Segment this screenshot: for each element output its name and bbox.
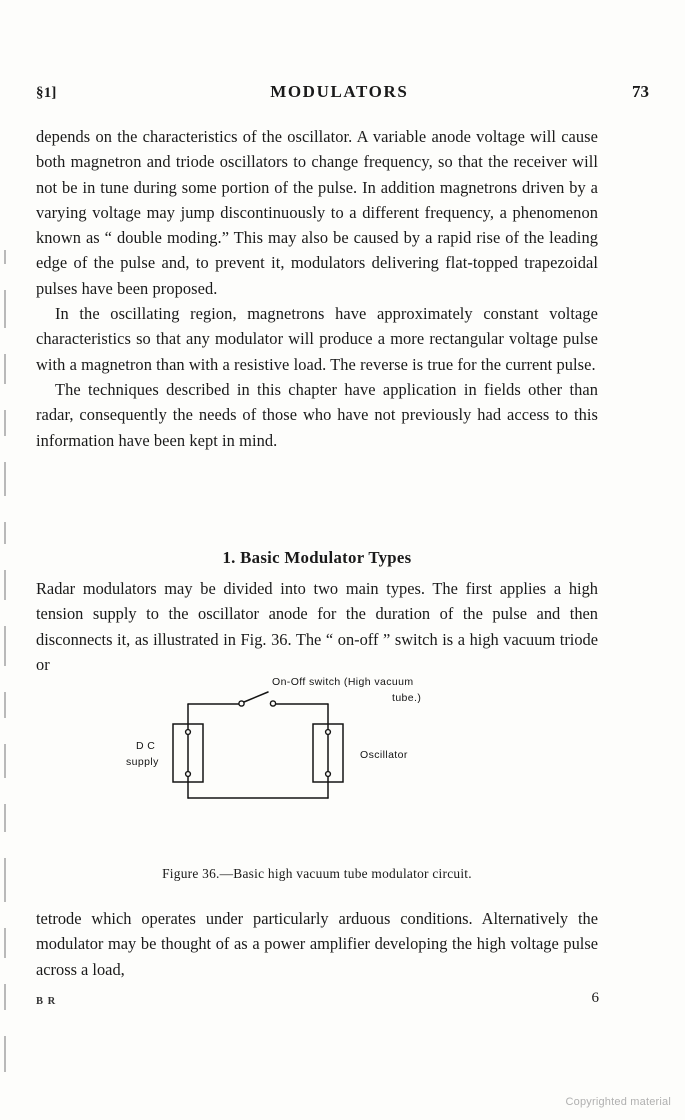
figure-label-supply-line2: supply bbox=[126, 756, 159, 768]
page-header bbox=[36, 82, 649, 106]
body-text-middle bbox=[36, 576, 598, 677]
running-title: MODULATORS bbox=[270, 82, 409, 101]
scan-edge-artifacts bbox=[4, 250, 10, 1090]
figure-label-switch-line2: tube.) bbox=[392, 692, 422, 704]
paragraph-2: In the oscillating region, magnetrons have approximately constant voltage characteristics so that any modulator will produce a more rectangular voltage pulse with a magnetron than with a resistive load. The reverse is true for the current pulse. bbox=[36, 304, 598, 374]
figure-36-circuit-diagram bbox=[120, 676, 540, 836]
footer-signature-mark: B R bbox=[36, 996, 57, 1007]
paragraph-3: The techniques described in this chapter have application in fields other than radar, consequently the needs of those who have not previously had access to this information have been kept in mind. bbox=[36, 379, 598, 450]
figure-label-supply-line1: D C bbox=[136, 740, 156, 752]
figure-label-switch-line1: On-Off switch (High vacuum bbox=[272, 676, 414, 688]
paragraph-1: depends on the characteristics of the oscillator. A variable anode voltage will cause both magnetron and triode oscillators to change frequency, so that the receiver will not be in tune during some portion of the pulse. In addition magnetrons driven by a varying voltage may jump discontinuously to a different frequency, a phenomenon known as “ double moding.” This may also be caused by a rapid rise of the leading edge of the pulse and, to prevent it, modulators delivering flat-topped trapezoidal pulses have been proposed. bbox=[36, 127, 598, 298]
body-text-bottom bbox=[36, 906, 598, 982]
section-marker: §1] bbox=[36, 85, 57, 101]
figure-label-oscillator: Oscillator bbox=[360, 749, 408, 761]
page-number: 73 bbox=[632, 82, 649, 101]
copyright-notice: Copyrighted material bbox=[565, 1096, 671, 1108]
paragraph-4: Radar modulators may be divided into two main types. The first applies a high tension supply to the oscillator anode for the duration of the pulse and then disconnects it, as illustrated in Fig. 36. The “ on-off ” switch is a high vacuum triode or bbox=[36, 579, 598, 674]
section-heading: 1. Basic Modulator Types bbox=[222, 548, 412, 567]
paragraph-5: tetrode which operates under particularly arduous conditions. Alternatively the modulator may be thought of as a power amplifier developing the high voltage pulse across a load, bbox=[36, 909, 598, 979]
body-text-top bbox=[36, 124, 598, 453]
footer-sheet-number: 6 bbox=[591, 990, 599, 1006]
figure-caption: Figure 36.—Basic high vacuum tube modulator circuit. bbox=[162, 866, 472, 881]
